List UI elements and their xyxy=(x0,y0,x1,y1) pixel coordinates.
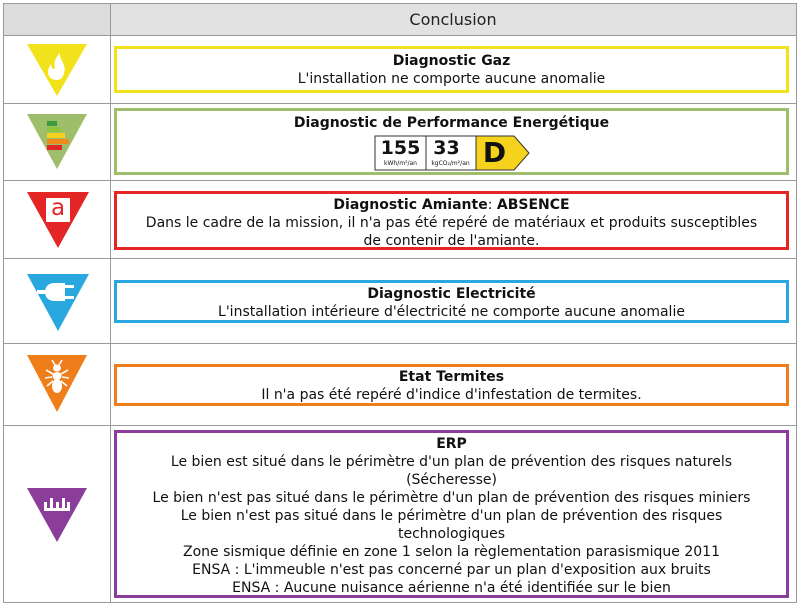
energy-unit: kWh/m²/an xyxy=(384,160,417,167)
erp-line: Le bien est situé dans le périmètre d'un plan de prévention des risques naturels xyxy=(170,454,733,470)
energy-label-icon xyxy=(27,114,87,169)
factory-risk-icon xyxy=(27,488,87,542)
erp-line: Le bien n'est pas situé dans le périmètre d'un plan de prévention des risques miniers xyxy=(152,490,751,506)
gaz-box xyxy=(114,46,789,93)
asbestos-icon-letter: a xyxy=(50,195,66,221)
row-termites xyxy=(3,344,797,426)
header-corner xyxy=(4,4,111,35)
amiante-box xyxy=(114,191,789,250)
conclusion-table xyxy=(3,3,797,603)
amiante-status: ABSENCE xyxy=(496,197,570,213)
erp-line: (Sécheresse) xyxy=(406,472,497,488)
erp-title: ERP xyxy=(436,436,467,452)
energy-class: D xyxy=(482,136,507,169)
termite-icon xyxy=(27,355,87,412)
erp-line: ENSA : Aucune nuisance aérienne n'a été identifiée sur le bien xyxy=(232,580,671,596)
erp-box xyxy=(114,430,789,598)
elec-box xyxy=(114,280,789,323)
ges-unit: kgCO₂/m²/an xyxy=(431,160,470,167)
gaz-text: L'installation ne comporte aucune anomalie xyxy=(297,71,606,87)
dpe-title: Diagnostic de Performance Energétique xyxy=(293,115,610,131)
row-electricite xyxy=(3,259,797,344)
amiante-title: Diagnostic Amiante xyxy=(333,197,488,213)
table-header xyxy=(3,3,797,36)
termites-box xyxy=(114,364,789,406)
row-erp xyxy=(3,426,797,603)
amiante-separator: : xyxy=(487,197,497,213)
amiante-text-line1: Dans le cadre de la mission, il n'a pas été repéré de matériaux et produits susceptibles xyxy=(145,215,758,231)
termites-title: Etat Termites xyxy=(398,369,505,385)
header-title: Conclusion xyxy=(409,10,497,29)
dpe-box xyxy=(114,108,789,175)
ges-value: 33 xyxy=(433,137,460,159)
energy-value: 155 xyxy=(380,137,421,159)
gas-flame-icon xyxy=(27,44,87,96)
erp-line: technologiques xyxy=(397,526,505,542)
termites-text: Il n'a pas été repéré d'indice d'infestation de termites. xyxy=(261,387,642,403)
energy-rating-badge xyxy=(374,133,530,173)
row-dpe xyxy=(3,104,797,181)
elec-title: Diagnostic Electricité xyxy=(367,286,536,302)
amiante-text-line2: de contenir de l'amiante. xyxy=(363,233,540,249)
gaz-title: Diagnostic Gaz xyxy=(392,53,511,69)
row-gaz xyxy=(3,36,797,104)
erp-line: ENSA : L'immeuble n'est pas concerné par un plan d'exposition aux bruits xyxy=(192,562,711,578)
electric-plug-icon xyxy=(27,274,89,331)
elec-text: L'installation intérieure d'électricité ne comporte aucune anomalie xyxy=(218,304,685,320)
erp-line: Le bien n'est pas situé dans le périmètre d'un plan de prévention des risques xyxy=(180,508,723,524)
erp-line: Zone sismique définie en zone 1 selon la règlementation parasismique 2011 xyxy=(183,544,720,560)
row-amiante xyxy=(3,181,797,259)
